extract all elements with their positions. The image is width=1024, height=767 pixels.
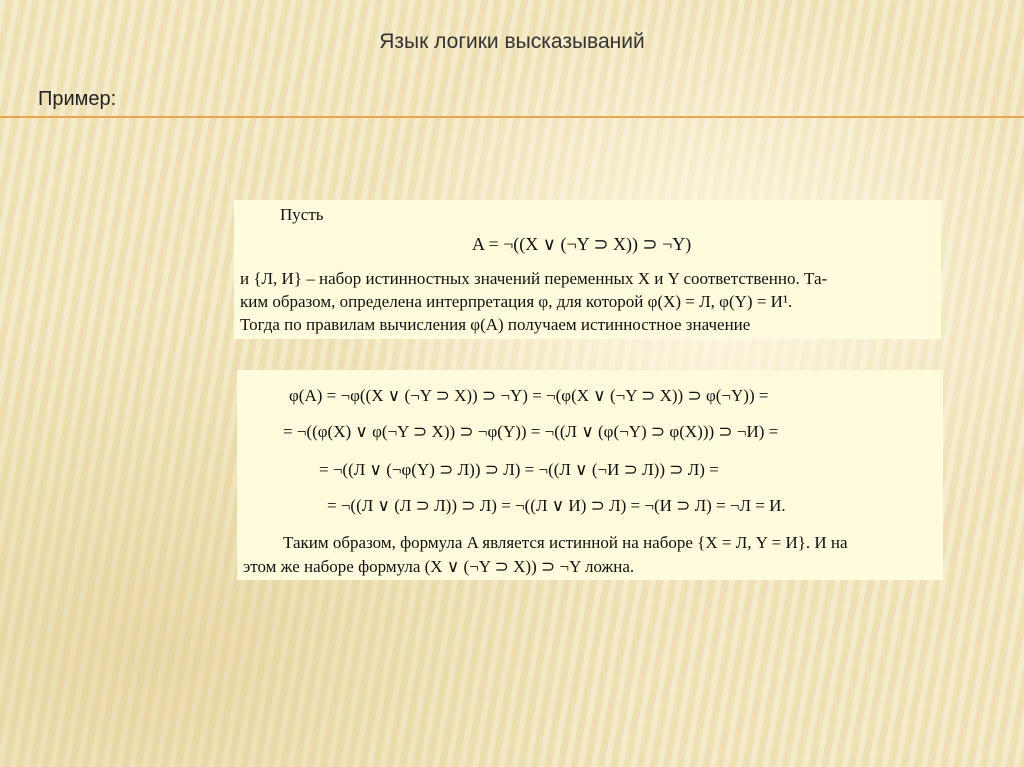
- calc-line-1: φ(A) = ¬φ((X ∨ (¬Y ⊃ X)) ⊃ ¬Y) = ¬(φ(X ∨ (¬Y ⊃ X)) ⊃ φ(¬Y)) =: [289, 386, 769, 405]
- formula-a: A = ¬((X ∨ (¬Y ⊃ X)) ⊃ ¬Y): [472, 234, 692, 254]
- slide-subtitle: Пример:: [38, 88, 117, 110]
- text-line-interpretation: ким образом, определена интерпретация φ, для которой φ(X) = Л, φ(Y) = И¹.: [240, 292, 793, 311]
- calculation-block: [237, 370, 943, 580]
- text-line-intro: Пусть: [280, 205, 324, 224]
- calc-line-2: = ¬((φ(X) ∨ φ(¬Y ⊃ X)) ⊃ ¬φ(Y)) = ¬((Л ∨ (φ(¬Y) ⊃ φ(X))) ⊃ ¬И) =: [283, 422, 779, 441]
- definition-block: [234, 200, 941, 339]
- slide-title: Язык логики высказываний: [379, 30, 645, 53]
- calc-line-4: = ¬((Л ∨ (Л ⊃ Л)) ⊃ Л) = ¬((Л ∨ И) ⊃ Л) = ¬(И ⊃ Л) = ¬Л = И.: [327, 496, 786, 515]
- title-divider: [0, 116, 1024, 118]
- text-line-values: и {Л, И} – набор истинностных значений переменных X и Y соответственно. Та-: [240, 269, 828, 288]
- calc-line-3: = ¬((Л ∨ (¬φ(Y) ⊃ Л)) ⊃ Л) = ¬((Л ∨ (¬И ⊃ Л)) ⊃ Л) =: [319, 460, 719, 479]
- conclusion-line-2: этом же наборе формула (X ∨ (¬Y ⊃ X)) ⊃ ¬Y ложна.: [243, 557, 635, 576]
- text-line-evaluation: Тогда по правилам вычисления φ(A) получаем истинностное значение: [240, 315, 751, 334]
- conclusion-line-1: Таким образом, формула A является истинной на наборе {X = Л, Y = И}. И на: [283, 533, 848, 552]
